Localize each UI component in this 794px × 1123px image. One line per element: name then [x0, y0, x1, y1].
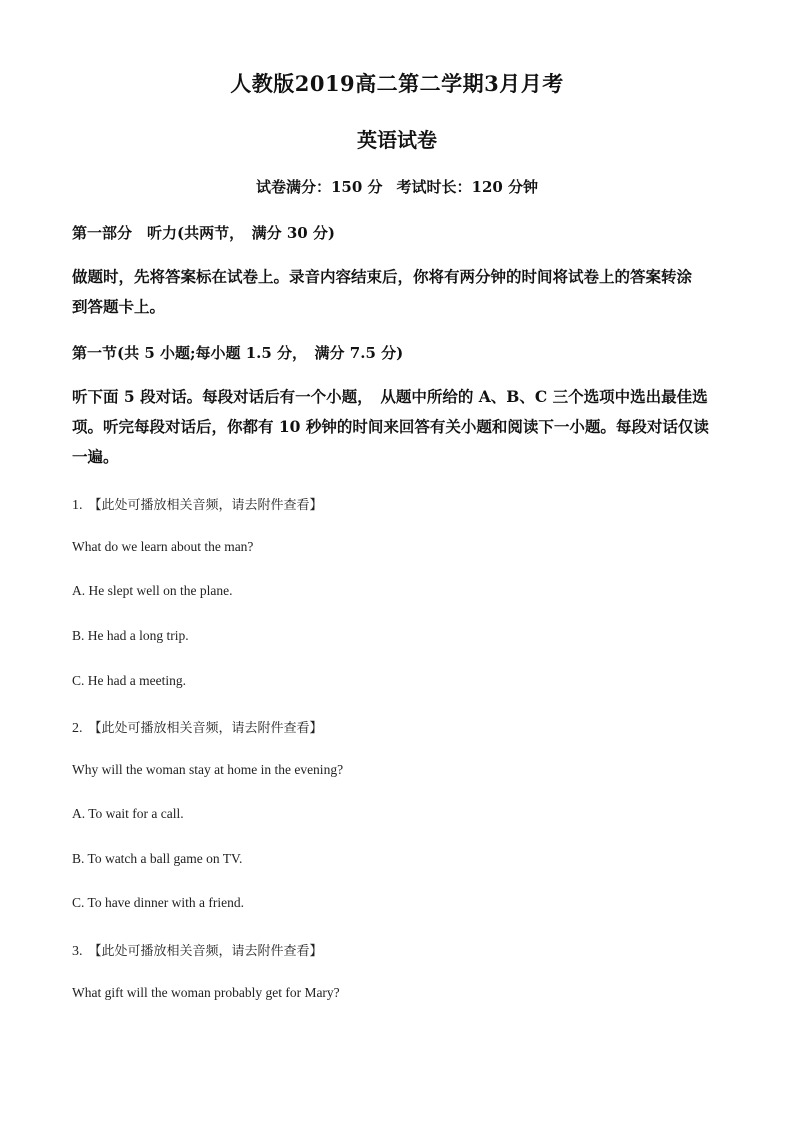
- question-2-option-b: B. To watch a ball game on TV.: [72, 851, 243, 866]
- question-2-option-c: C. To have dinner with a friend.: [72, 895, 245, 910]
- audio-note-text: 【此处可播放相关音频，请去附件查看】: [88, 498, 323, 513]
- section1-instruction: [72, 382, 724, 472]
- section1-instruction-line: 听下面 5 段对话。每段对话后有一个小题， 从题中所给的 A、B、C 三个选项中选出最佳选: [72, 387, 708, 406]
- full-score: 试卷满分：150 分: [255, 178, 383, 196]
- exam-meta: [0, 176, 794, 197]
- question-number: 2.: [72, 721, 83, 736]
- section1-instruction-line: 项。听完每段对话后，你都有 10 秒钟的时间来回答有关小题和阅读下一小题。每段对话仅读: [72, 417, 709, 436]
- audio-note-text: 【此处可播放相关音频，请去附件查看】: [88, 944, 323, 959]
- question-1-stem: What do we learn about the man?: [72, 539, 254, 554]
- question-number: 1.: [72, 498, 83, 513]
- question-1-option-b: B. He had a long trip.: [72, 628, 189, 643]
- question-number: 3.: [72, 944, 83, 959]
- part1-instruction-line: 到答题卡上。: [72, 297, 166, 316]
- exam-title: 人教版2019高二第二学期3月月考: [230, 71, 564, 96]
- audio-note-text: 【此处可播放相关音频，请去附件查看】: [88, 721, 323, 736]
- question-1-option-c: C. He had a meeting.: [72, 673, 186, 688]
- question-3-stem: What gift will the woman probably get for Mary?: [72, 985, 340, 1000]
- part1-instruction: [72, 262, 724, 322]
- question-1-option-a: A. He slept well on the plane.: [72, 583, 233, 598]
- question-3-audio-note[interactable]: [72, 940, 724, 960]
- exam-subtitle: 英语试卷: [357, 128, 437, 152]
- question-2-audio-note[interactable]: [72, 717, 724, 737]
- section1-instruction-line: 一遍。: [72, 447, 119, 466]
- question-2-option-a: A. To wait for a call.: [72, 806, 184, 821]
- part1-heading: 第一部分 听力(共两节， 满分 30 分): [72, 224, 336, 242]
- duration: 考试时长：120 分钟: [396, 178, 539, 196]
- part1-instruction-line: 做题时，先将答案标在试卷上。录音内容结束后，你将有两分钟的时间将试卷上的答案转涂: [72, 267, 693, 286]
- question-2-stem: Why will the woman stay at home in the evening?: [72, 762, 344, 777]
- question-1-audio-note[interactable]: [72, 494, 724, 514]
- section1-heading: 第一节(共 5 小题;每小题 1.5 分， 满分 7.5 分): [72, 344, 404, 362]
